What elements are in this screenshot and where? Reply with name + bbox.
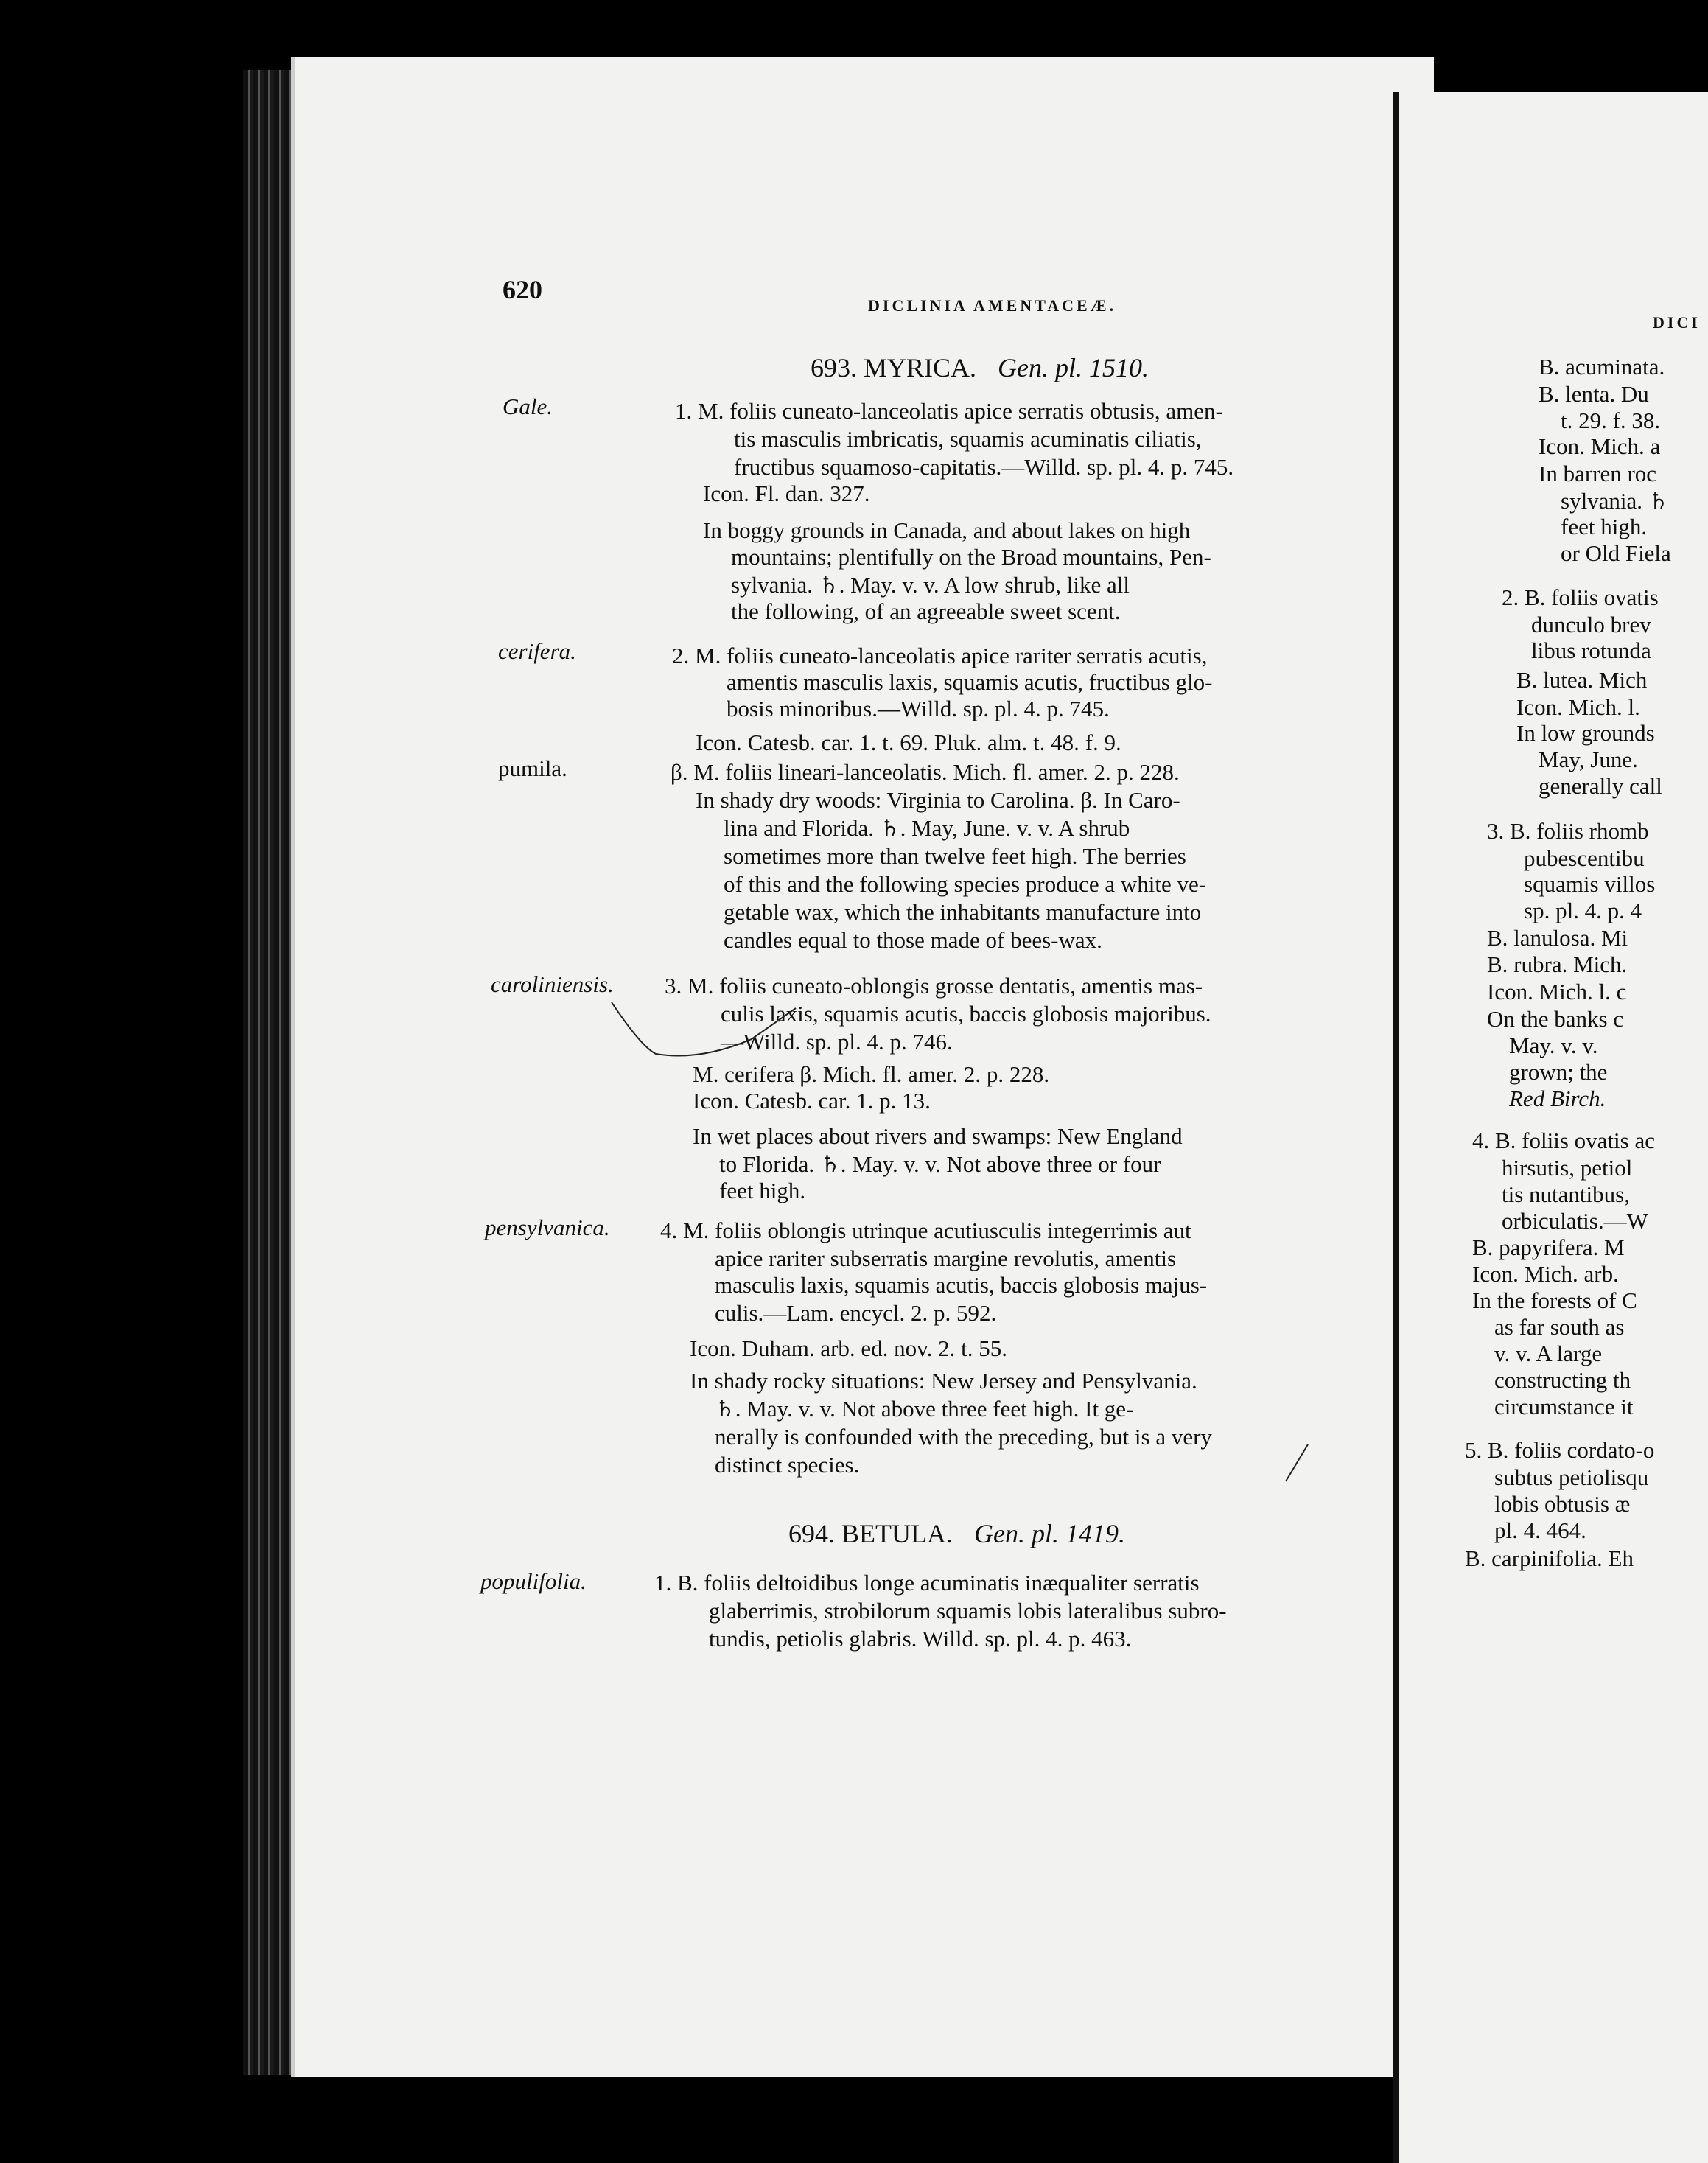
right-line: B. lutea. Mich	[1516, 667, 1648, 693]
right-line: On the banks c	[1487, 1006, 1624, 1032]
text-line: 4. M. foliis oblongis utrinque acutiusculis integerrimis aut	[660, 1217, 1191, 1243]
text-line: getable wax, which the inhabitants manufacture into	[724, 899, 1202, 925]
right-line: 5. B. foliis cordato-o	[1465, 1437, 1655, 1463]
right-line: circumstance it	[1494, 1394, 1634, 1419]
right-line: generally call	[1539, 773, 1662, 799]
right-line: B. rubra. Mich.	[1487, 951, 1628, 977]
margin-label-populifolia: populifolia.	[480, 1568, 587, 1594]
right-line: v. v. A large	[1494, 1341, 1603, 1366]
text-line: feet high.	[719, 1178, 806, 1203]
right-line: tis nutantibus,	[1502, 1181, 1630, 1207]
text-line: culis.—Lam. encycl. 2. p. 592.	[715, 1300, 997, 1326]
text-line: lina and Florida. ♄. May, June. v. v. A shrub	[724, 815, 1130, 841]
right-line: sp. pl. 4. p. 4	[1524, 898, 1642, 923]
right-line: In the forests of C	[1472, 1287, 1637, 1313]
right-line: pl. 4. 464.	[1494, 1517, 1586, 1543]
right-line: B. lanulosa. Mi	[1487, 925, 1628, 951]
right-line: hirsutis, petiol	[1502, 1155, 1633, 1181]
text-line: apice rariter subserratis margine revolutis, amentis	[715, 1245, 1177, 1271]
right-line: Icon. Mich. l.	[1516, 694, 1640, 720]
right-line: grown; the	[1509, 1059, 1608, 1085]
slash-mark	[1286, 1444, 1308, 1481]
text-line: tis masculis imbricatis, squamis acuminatis ciliatis,	[734, 426, 1202, 452]
right-line: B. carpinifolia. Eh	[1465, 1545, 1634, 1571]
text-line: 3. M. foliis cuneato-oblongis grosse dentatis, amentis mas-	[665, 973, 1203, 999]
text-line: In shady rocky situations: New Jersey and Pensylvania.	[690, 1368, 1197, 1394]
right-line: orbiculatis.—W	[1502, 1208, 1648, 1234]
margin-label-cerifera: cerifera.	[498, 638, 576, 664]
page-number: 620	[503, 275, 542, 304]
text-line: bosis minoribus.—Willd. sp. pl. 4. p. 745.	[727, 696, 1110, 721]
right-line: t. 29. f. 38.	[1561, 408, 1661, 433]
right-line: subtus petiolisqu	[1494, 1464, 1649, 1490]
text-line: of this and the following species produce a white ve-	[724, 871, 1207, 897]
text-line: nerally is confounded with the preceding, but is a very	[715, 1424, 1212, 1450]
genus-title: 693. MYRICA.	[811, 353, 977, 382]
right-line: Icon. Mich. l. c	[1487, 979, 1627, 1004]
running-head: DICLINIA AMENTACEÆ.	[868, 296, 1117, 315]
bracket-mark	[612, 1002, 796, 1056]
text-line: Icon. Catesb. car. 1. p. 13.	[693, 1088, 931, 1114]
right-line: or Old Fiela	[1561, 540, 1671, 566]
text-line: In shady dry woods: Virginia to Carolina. β. In Caro-	[696, 787, 1180, 813]
right-line: feet high.	[1561, 514, 1648, 539]
text-line: Icon. Duham. arb. ed. nov. 2. t. 55.	[690, 1335, 1008, 1361]
right-line: May. v. v.	[1509, 1032, 1598, 1058]
right-line: 2. B. foliis ovatis	[1502, 584, 1659, 610]
text-line: Icon. Catesb. car. 1. t. 69. Pluk. alm. t. 48. f. 9.	[696, 730, 1121, 755]
right-line: 3. B. foliis rhomb	[1487, 818, 1649, 844]
text-line: sylvania. ♄. May. v. v. A low shrub, like all	[731, 572, 1130, 598]
text-line: culis laxis, squamis acutis, baccis globosis majoribus.	[721, 1001, 1211, 1027]
right-line: B. lenta. Du	[1539, 381, 1649, 407]
text-line: candles equal to those made of bees-wax.	[724, 927, 1102, 953]
text-line: 2. M. foliis cuneato-lanceolatis apice rariter serratis acutis,	[672, 643, 1208, 668]
text-line: Icon. Fl. dan. 327.	[703, 481, 870, 506]
right-line: Icon. Mich. arb.	[1472, 1261, 1619, 1287]
right-line: B. papyrifera. M	[1472, 1234, 1625, 1260]
margin-label-pumila: pumila.	[498, 755, 567, 781]
right-line: dunculo brev	[1531, 612, 1651, 637]
text-line: to Florida. ♄. May. v. v. Not above three or four	[719, 1151, 1161, 1177]
right-line: pubescentibu	[1524, 845, 1645, 871]
text-line: masculis laxis, squamis acutis, baccis globosis majus-	[715, 1272, 1208, 1298]
right-line: as far south as	[1494, 1314, 1625, 1340]
text-line: mountains; plentifully on the Broad mountains, Pen-	[731, 544, 1211, 570]
right-line: B. acuminata.	[1539, 354, 1665, 380]
right-line: lobis obtusis æ	[1494, 1491, 1631, 1517]
genus-title: 694. BETULA.	[788, 1519, 953, 1548]
margin-label-gale: Gale.	[503, 394, 553, 419]
right-line: In barren roc	[1539, 461, 1657, 486]
right-line: Red Birch.	[1509, 1086, 1606, 1111]
right-line: sylvania. ♄	[1561, 488, 1669, 514]
right-line: 4. B. foliis ovatis ac	[1472, 1128, 1655, 1153]
text-line: 1. M. foliis cuneato-lanceolatis apice serratis obtusis, amen-	[675, 398, 1223, 424]
text-line: —Willd. sp. pl. 4. p. 746.	[721, 1029, 953, 1055]
text-line: the following, of an agreeable sweet scent.	[731, 598, 1121, 624]
genus-reference: Gen. pl. 1510.	[998, 353, 1149, 382]
right-line: constructing th	[1494, 1367, 1631, 1393]
right-line: libus rotunda	[1531, 637, 1651, 663]
text-line: β. M. foliis lineari-lanceolatis. Mich. fl. amer. 2. p. 228.	[671, 759, 1180, 785]
right-line: Icon. Mich. a	[1539, 433, 1661, 459]
genus-reference: Gen. pl. 1419.	[973, 1519, 1125, 1548]
text-line: fructibus squamoso-capitatis.—Willd. sp. pl. 4. p. 745.	[734, 454, 1234, 480]
margin-label-caroliniensis: caroliniensis.	[491, 971, 614, 997]
right-line: May, June.	[1539, 747, 1638, 772]
text-line: ♄. May. v. v. Not above three feet high. It ge-	[715, 1396, 1134, 1422]
text-line: M. cerifera β. Mich. fl. amer. 2. p. 228.	[693, 1061, 1050, 1087]
text-line: tundis, petiolis glabris. Willd. sp. pl. 4. p. 463.	[709, 1626, 1132, 1652]
text-line: 1. B. foliis deltoidibus longe acuminatis inæqualiter serratis	[654, 1570, 1200, 1596]
text-line: glaberrimis, strobilorum squamis lobis lateralibus subro-	[709, 1598, 1227, 1624]
right-line: In low grounds	[1516, 720, 1655, 746]
text-line: distinct species.	[715, 1452, 860, 1478]
margin-label-pensylvanica: pensylvanica.	[485, 1215, 610, 1240]
right-line: squamis villos	[1524, 871, 1656, 897]
text-line: sometimes more than twelve feet high. The berries	[724, 843, 1186, 869]
text-line: amentis masculis laxis, squamis acutis, fructibus glo-	[727, 669, 1213, 695]
right-running-head: DICI	[1653, 313, 1701, 332]
text-line: In boggy grounds in Canada, and about lakes on high	[703, 517, 1191, 543]
text-line: In wet places about rivers and swamps: New England	[693, 1123, 1183, 1149]
